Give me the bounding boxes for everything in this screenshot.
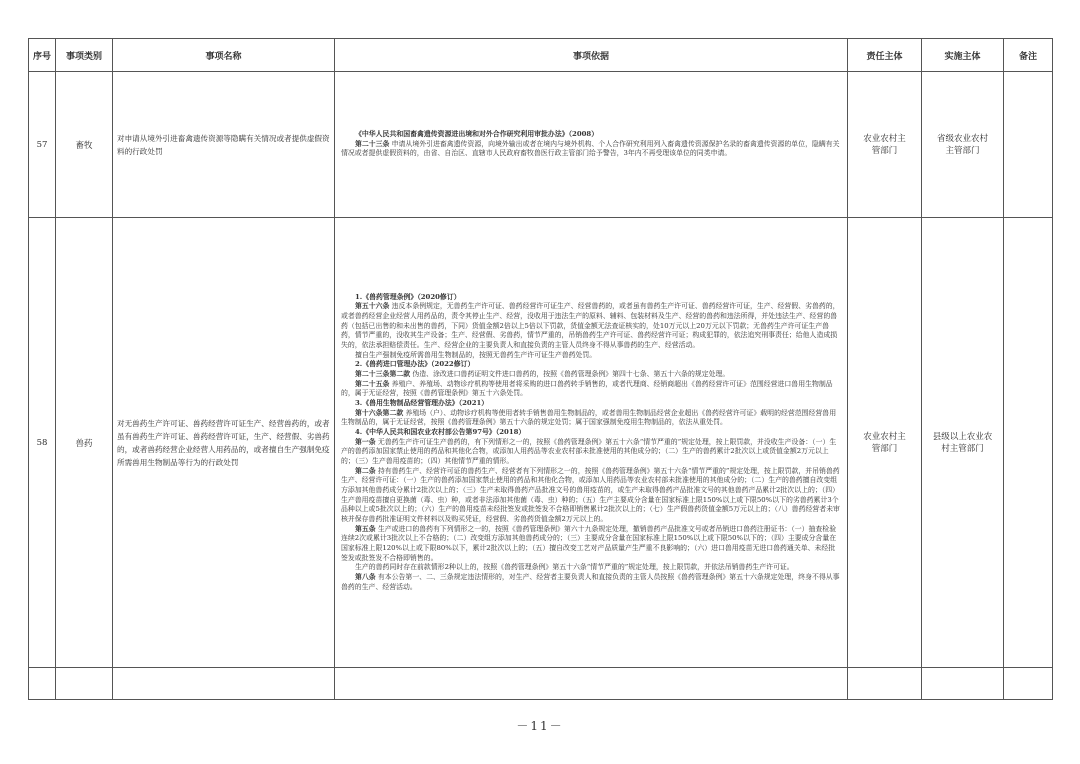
article-text: 养殖场（户）、动物诊疗机构等使用者转手销售兽用生物制品的，或者兽用生物制品经营企业超出《兽药经营许可证》载明的经营范围经营兽用生物制品的，属于无证经营，按照《兽药管理条例》第五十六条的规定处罚；属于国家强制免疫用生物制品的，依法从重处罚。 — [341, 408, 837, 427]
row-matter-name: 对申请从境外引进畜禽遗传资源等隐瞒有关情况或者提供虚假资料的行政处罚 — [113, 72, 335, 218]
article-label: 第二条 — [355, 466, 376, 475]
header-no: 序号 — [29, 39, 56, 72]
article-label: 第二十三条 — [355, 139, 390, 148]
article-text: 生产的兽药同时存在前款情形2种以上的，按照《兽药管理条例》第五十六条“情节严重的”规定处理，按上限罚款，并依法吊销兽药生产许可证。 — [355, 563, 794, 572]
article — [341, 380, 841, 399]
article — [341, 525, 841, 564]
row-matter-name: 对无兽药生产许可证、兽药经营许可证生产、经营兽药的，或者虽有兽药生产许可证、兽药经营许可证，生产、经营假、劣兽药的，或者兽药经营企业经营人用药品的，或者擅自生产强制免疫所需兽用生物制品等行为的行政处罚 — [113, 218, 335, 668]
matters-table — [28, 38, 1053, 700]
article-text: 擅自生产强制免疫所需兽用生物制品的，按照无兽药生产许可证生产兽药处罚。 — [355, 350, 597, 359]
row-basis — [335, 218, 848, 668]
table-row-empty — [29, 668, 1053, 700]
row-basis — [335, 72, 848, 218]
row-no: 58 — [29, 218, 56, 668]
table-row — [29, 218, 1053, 668]
article-label: 第五条 — [355, 524, 376, 533]
row-remark — [1004, 72, 1053, 218]
empty-cell — [848, 668, 922, 700]
article-text: 生产或进口的兽药有下列情形之一的，按照《兽药管理条例》第六十九条规定处理，撤销兽药产品批准文号或者吊销进口兽药注册证书：（一）抽查检验连续2次或累计3批次以上不合格的；（二）改变组方添加其他兽药成分的；（三）主要成分含量在国家标准上限150%以上或下限50%以下的；（四）主要成分含量在国家标准上限120%以上或下限80%以下，累计2批次以上的；（五）擅自改变工艺对产品质量产生严重不良影响的；（六）进口兽用疫苗无进口兽药通关单、未经批签发或批签发不合格即销售的。 — [341, 524, 837, 562]
empty-cell — [335, 668, 848, 700]
article-text: 持有兽药生产、经营许可证的兽药生产、经营者有下列情形之一的，按照《兽药管理条例》第五十六条“情节严重的”规定处理，按上限罚款，并吊销兽药生产、经营许可证：（一）生产的兽药添加国家禁止使用的药品和其他化合物，或添加人用药品等农业农村部未批准使用的其他成分的；（二）生产的兽药擅自改变组方添加其他兽药成分累计2批次以上的；（三）生产未取得兽药产品批准文号的兽用疫苗的，或生产未取得兽药产品批准文号的其他兽药产品累计2批次以上的；（四）生产兽用疫苗擅自更换菌（毒、虫）种，或者非法添加其他菌（毒、虫）种的；（五）生产主要成分含量在国家标准上限150%以上或下限50%以下的劣兽药累计3个品种以上或5批次以上的；（六）生产的兽用疫苗未经批签发或批签发不合格即销售累计2批次以上的；（七）生产假兽药货值金额5万元以上的；（八）兽药经营者未审核并保存兽药批准证明文件材料以及购买凭证，经营假、劣兽药货值金额2万元以上的。 — [341, 466, 840, 523]
empty-cell — [922, 668, 1004, 700]
article — [341, 438, 841, 467]
law-title: 2.《兽药进口管理办法》（2022修订） — [355, 360, 475, 369]
article-label: 第二十三条第二款 — [355, 370, 411, 379]
article-text: 伪造、涂改进口兽药证明文件进口兽药的，按照《兽药管理条例》第四十七条、第五十六条的规定处理。 — [412, 370, 730, 379]
law-title: 《中华人民共和国畜禽遗传资源进出境和对外合作研究利用审批办法》（2008） — [355, 130, 599, 139]
row-implementer: 省级农业农村主管部门 — [922, 72, 1004, 218]
article-text: 无兽药生产许可证生产兽药的，有下列情形之一的，按照《兽药管理条例》第五十六条“情节严重的”规定处理，按上限罚款，并没收生产设备：（一）生产的兽药添加国家禁止使用的药品和其他化合物，或添加人用药品等农业农村部未批准使用的其他成分的；（二）生产的兽药累计2批次以上或货值金额2万元以上的；（三）生产兽用疫苗的；（四）其他情节严重的情形。 — [341, 437, 837, 465]
law-title: 3.《兽用生物制品经营管理办法》（2021） — [355, 399, 489, 408]
table-header-row — [29, 39, 1053, 72]
header-implementer: 实施主体 — [922, 39, 1004, 72]
article — [341, 302, 841, 350]
article-label: 第五十六条 — [355, 302, 390, 311]
table-row — [29, 72, 1053, 218]
row-no: 57 — [29, 72, 56, 218]
article-label: 第一条 — [355, 437, 376, 446]
article — [341, 409, 841, 428]
row-category: 兽药 — [56, 218, 113, 668]
article-text: 申请从境外引进畜禽遗传资源，向境外输出或者在境内与境外机构、个人合作研究利用列入畜禽遗传资源保护名录的畜禽遗传资源的单位，隐瞒有关情况或者提供虚假资料的，由省、自治区、直辖市人民政府畜牧兽医行政主管部门给予警告，3年内不再受理该单位的同类申请。 — [341, 139, 840, 158]
document-table-sheet — [28, 38, 1052, 700]
article — [341, 140, 841, 159]
row-responsible: 农业农村主管部门 — [848, 218, 922, 668]
article-text: 违反本条例规定，无兽药生产许可证、兽药经营许可证生产、经营兽药的，或者虽有兽药生产许可证、兽药经营许可证，生产、经营假、劣兽药的，或者兽药经营企业经营人用药品的，责令其停止生产、经营，没收用于违法生产的原料、辅料、包装材料及生产、经营的兽药和违法所得，并处违法生产、经营的兽药（包括已出售的和未出售的兽药，下同）货值金额2倍以上5倍以下罚款，货值金额无法查证核实的，处10万元以上20万元以下罚款；无兽药生产许可证生产兽药，情节严重的，没收其生产设备；生产、经营假、劣兽药，情节严重的，吊销兽药生产许可证、兽药经营许可证；构成犯罪的，依法追究刑事责任；给他人造成损失的，依法承担赔偿责任。生产、经营企业的主要负责人和直接负责的主管人员终身不得从事兽药的生产、经营活动。 — [341, 302, 840, 350]
article-text: 养殖户、养殖场、动物诊疗机构等使用者将采购的进口兽药转手销售的，或者代理商、经销商超出《兽药经营许可证》范围经营进口兽用生物制品的，属于无证经营，按照《兽药管理条例》第五十六条处罚。 — [341, 379, 833, 398]
header-basis: 事项依据 — [335, 39, 848, 72]
row-category: 畜牧 — [56, 72, 113, 218]
empty-cell — [56, 668, 113, 700]
article-label: 第八条 — [355, 572, 376, 581]
article — [341, 467, 841, 525]
empty-cell — [1004, 668, 1053, 700]
row-implementer: 县级以上农业农村主管部门 — [922, 218, 1004, 668]
page-number: －11－ — [516, 719, 564, 733]
header-responsible: 责任主体 — [848, 39, 922, 72]
empty-cell — [29, 668, 56, 700]
article-label: 第二十五条 — [355, 379, 390, 388]
article-text: 有本公告第一、二、三条规定违法情形的，对生产、经营者主要负责人和直接负责的主管人员按照《兽药管理条例》第五十六条规定处理，终身不得从事兽药的生产、经营活动。 — [341, 572, 840, 591]
row-remark — [1004, 218, 1053, 668]
header-name: 事项名称 — [113, 39, 335, 72]
article-label: 第十六条第二款 — [355, 408, 404, 417]
header-category: 事项类别 — [56, 39, 113, 72]
article — [341, 573, 841, 592]
article — [341, 370, 841, 380]
empty-cell — [113, 668, 335, 700]
law-title: 1.《兽药管理条例》（2020修订） — [355, 292, 461, 301]
row-responsible: 农业农村主管部门 — [848, 72, 922, 218]
law-title: 4.《中华人民共和国农业农村部公告第97号》（2018） — [355, 428, 526, 437]
header-remark: 备注 — [1004, 39, 1053, 72]
